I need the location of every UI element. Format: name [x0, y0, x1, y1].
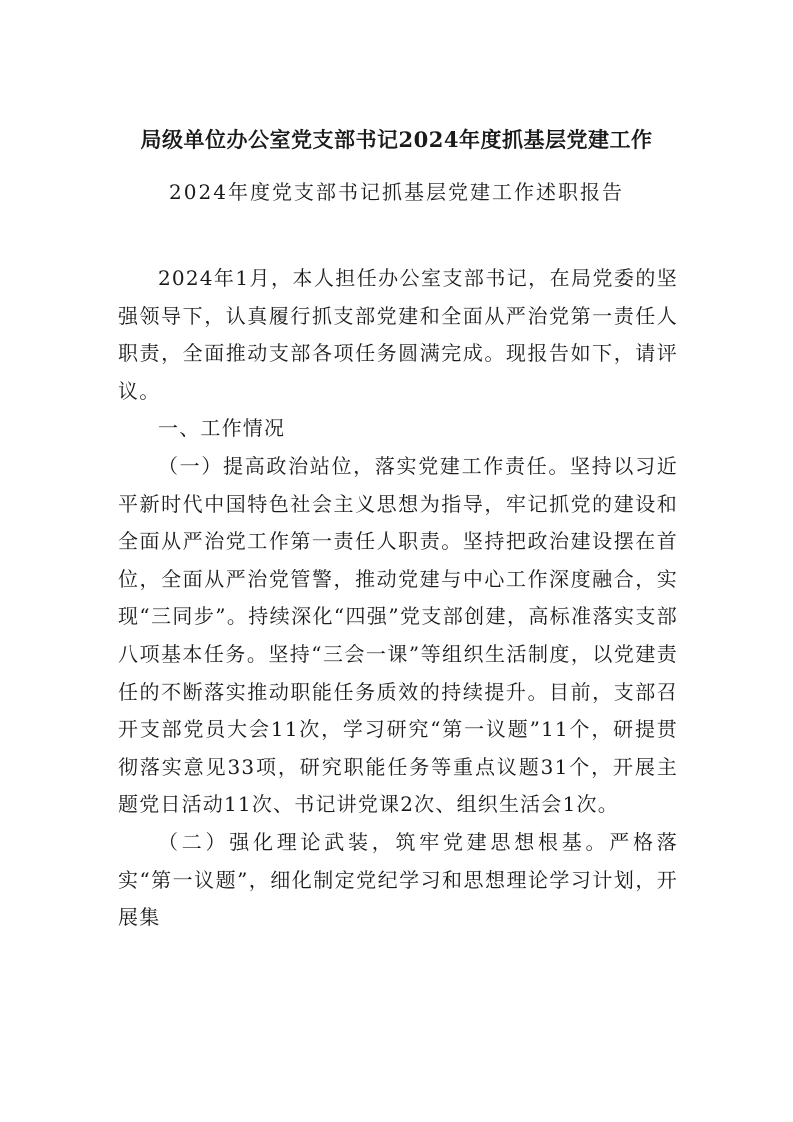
document-subtitle: 2024年度党支部书记抓基层党建工作述职报告 — [169, 180, 624, 204]
document-title: 局级单位办公室党支部书记2024年度抓基层党建工作 — [140, 127, 653, 152]
paragraph-political-standing: （一）提高政治站位，落实党建工作责任。坚持以习近平新时代中国特色社会主义思想为指导，牢记抓党的建设和全面从严治党工作第一责任人职责。坚持把政治建设摆在首位，全面从严治党管警，推动党建与中心工作深度融合，实现“三同步”。持续深化“四强”党支部创建，高标准落实支部八项基本任务。坚持“三会一课”等组织生活制度，以党建责任的不断落实推动职能任务质效的持续提升。目前，支部召开支部党员大会11次，学习研究“第一议题”11个，研提贯彻落实意见33项，研究职能任务等重点议题31个，开展主题党日活动11次、书记讲党课2次、组织生活会1次。 — [118, 453, 678, 817]
intro-paragraph: 2024年1月，本人担任办公室支部书记，在局党委的坚强领导下，认真履行抓支部党建和全面从严治党第一责任人职责，全面推动支部各项任务圆满完成。现报告如下，请评议。 — [118, 266, 678, 403]
paragraph-theory-arming: （二）强化理论武装，筑牢党建思想根基。严格落实“第一议题”，细化制定党纪学习和思想理论学习计划，开展集 — [118, 829, 678, 930]
section-heading-work-status: 一、工作情况 — [158, 416, 286, 441]
document-body — [118, 260, 678, 937]
